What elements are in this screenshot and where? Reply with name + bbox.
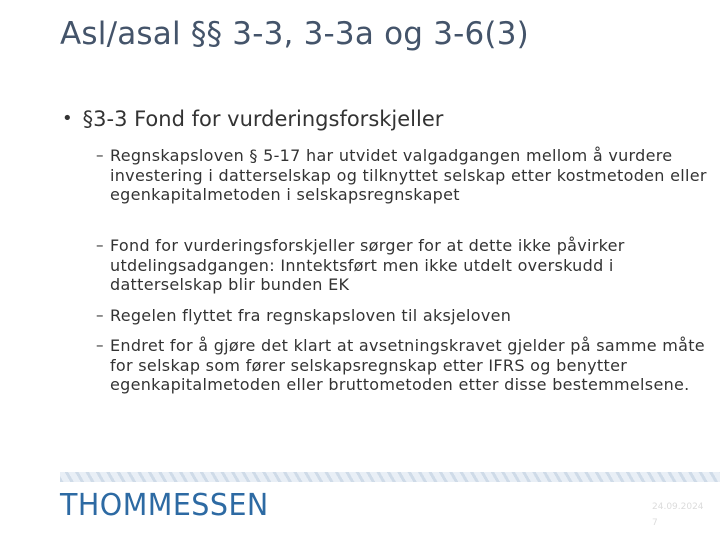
sub-item: [96, 336, 708, 395]
dash-icon: –: [96, 146, 104, 164]
footer-date: 24.09.2024: [652, 502, 704, 512]
dash-icon: –: [96, 336, 104, 354]
sub-item-text: Fond for vurderingsforskjeller sørger for at dette ikke påvirker utdelingsadgangen: Inntektsført men ikke utdelt overskudd i datterselskap blir bunden EK: [110, 236, 625, 294]
footer-decorative-band: [60, 472, 720, 482]
bullet-dot-icon: •: [62, 108, 73, 129]
slide-title: Asl/asal §§ 3-3, 3-3a og 3-6(3): [60, 16, 529, 52]
dash-icon: –: [96, 306, 104, 324]
sub-item: [96, 236, 708, 295]
sub-item-text: Regelen flyttet fra regnskapsloven til aksjeloven: [110, 306, 512, 325]
sub-item: [96, 146, 708, 205]
sub-item-text: Regnskapsloven § 5-17 har utvidet valgadgangen mellom å vurdere investering i datterselskap og tilknyttet selskap etter kostmetoden eller egenkapitalmetoden i selskapsregnskapet: [110, 146, 707, 204]
bullet-item: [62, 106, 443, 132]
dash-icon: –: [96, 236, 104, 254]
bullet-text: §3-3 Fond for vurderingsforskjeller: [82, 107, 444, 131]
page-number: 7: [652, 518, 658, 528]
sub-item: [96, 306, 708, 326]
sub-item-text: Endret for å gjøre det klart at avsetningskravet gjelder på samme måte for selskap som fører selskapsregnskap etter IFRS og benytter egenkapitalmetoden eller bruttometoden etter disse bestemmelsene.: [110, 336, 705, 394]
thommessen-logo: THOMMESSEN: [60, 488, 269, 523]
